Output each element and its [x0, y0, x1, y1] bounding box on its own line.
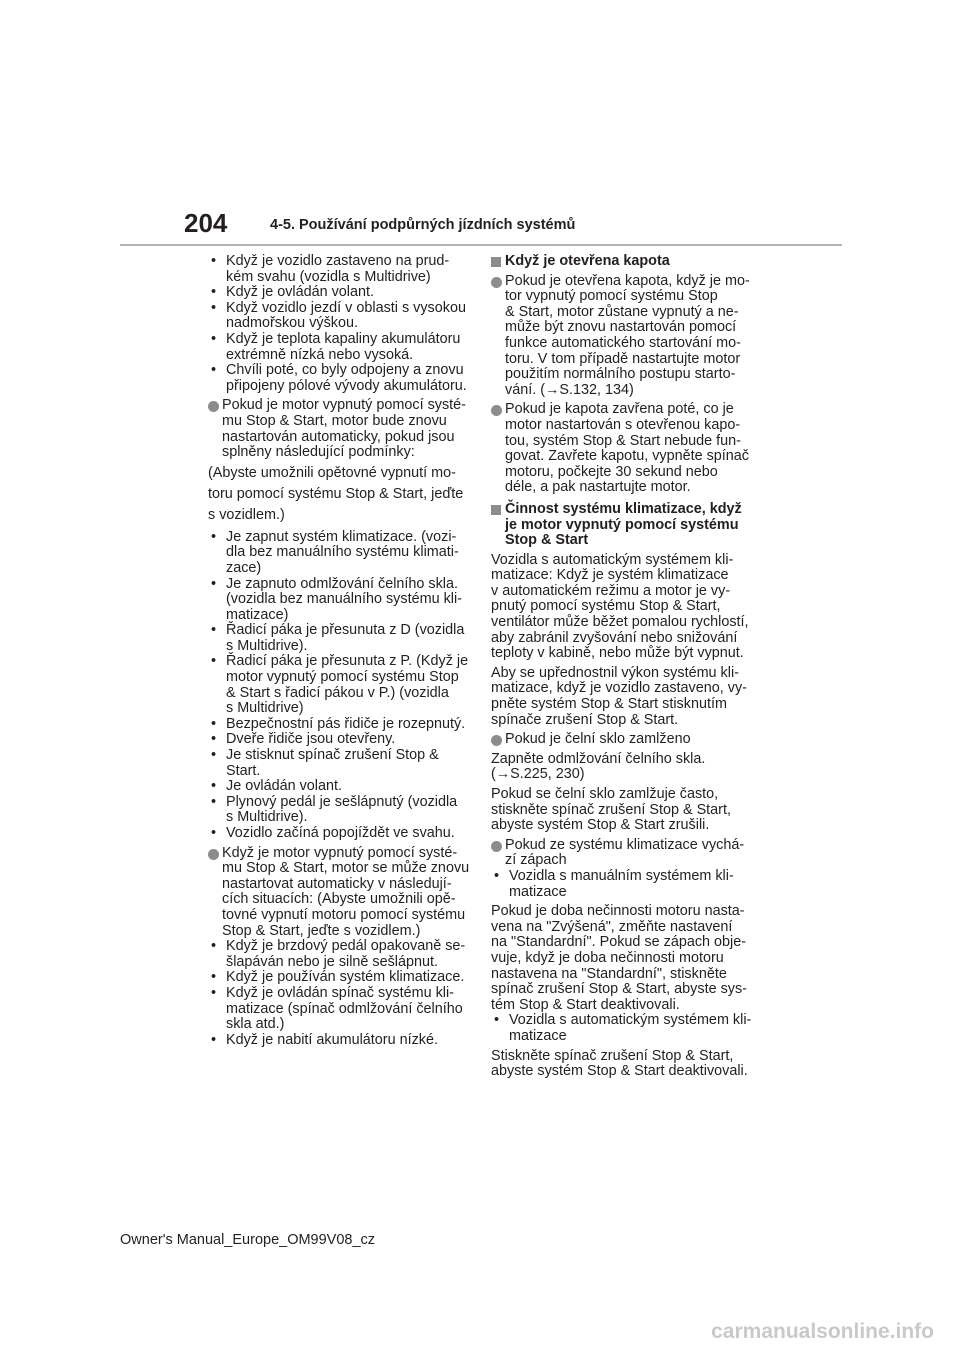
- bullet-list: [208, 530, 470, 842]
- text-line: govat. Zavřete kapotu, vypněte spínač: [505, 448, 749, 465]
- body-paragraph: [491, 904, 759, 1013]
- list-item-line: & Start s řadicí pákou v P.) (vozidla: [226, 684, 449, 701]
- text-line: déle, a pak nastartujte motor.: [505, 479, 691, 496]
- circle-bullet-icon: [491, 841, 502, 852]
- bullet-list: [491, 1013, 759, 1044]
- list-item-line: zace): [226, 559, 262, 576]
- text-line: vání. (→S.132, 134): [505, 381, 634, 398]
- text-line: motoru, počkejte 30 sekund nebo: [505, 463, 718, 480]
- text-line: nastavena na "Standardní", stiskněte: [491, 965, 727, 982]
- list-item-line: • Vozidla s automatickým systémem kli-: [509, 1012, 752, 1029]
- list-item-line: • Když je brzdový pedál opakovaně se-: [226, 938, 466, 955]
- list-item: [208, 826, 470, 842]
- text-line: pněte systém Stop & Start stisknutím: [491, 696, 727, 713]
- text-line: toru. V tom případě nastartujte motor: [505, 350, 741, 367]
- text-line: Pokud se čelní sklo zamlžuje často,: [491, 786, 719, 802]
- list-item: [208, 332, 470, 363]
- list-item-line: matizace: [509, 883, 567, 900]
- text-line: použitím normálního postupu starto-: [505, 366, 736, 383]
- circle-bullet-icon: [208, 401, 219, 412]
- text-line: v automatickém režimu a motor je vy-: [491, 582, 731, 599]
- right-column: [491, 254, 759, 1080]
- text-line: matizace: Když je systém klimatizace: [491, 567, 729, 584]
- text-line: nastartovat automaticky v následují-: [222, 875, 452, 892]
- list-item: [208, 939, 470, 970]
- text-line: funkce automatického startování mo-: [505, 334, 741, 351]
- text-line: toru pomocí systému Stop & Start, jeďte: [208, 485, 464, 502]
- watermark: carmanualsonline.info: [711, 1320, 934, 1343]
- text-line: Činnost systému klimatizace, když: [505, 500, 742, 517]
- text-line: vuje, když je doba nečinnosti motoru: [491, 949, 724, 966]
- text-line: tém Stop & Start deaktivovali.: [491, 996, 680, 1013]
- text-line: matizace, když je vozidlo zastaveno, vy-: [491, 680, 747, 697]
- text-line: pnutý pomocí systému Stop & Start,: [491, 598, 721, 615]
- text-line: tou, systém Stop & Start nebude fun-: [505, 432, 741, 449]
- circle-bullet-paragraph: [491, 402, 759, 496]
- section-heading: [491, 254, 759, 270]
- text-line: může být znovu nastartován pomocí: [505, 319, 737, 336]
- list-item-line: (vozidla bez manuálního systému kli-: [226, 591, 462, 608]
- text-line: spínač zrušení Stop & Start, abyste sys-: [491, 981, 747, 998]
- bullet-list: [208, 254, 470, 394]
- text-line: motor nastartován s otevřenou kapo-: [505, 416, 741, 433]
- list-item: [208, 363, 470, 394]
- list-item-line: • Bezpečnostní pás řidiče je rozepnutý.: [226, 715, 466, 732]
- page-number: 204: [184, 208, 228, 238]
- list-item-line: • Je zapnut systém klimatizace. (vozi-: [226, 528, 457, 545]
- text-line: Když je otevřena kapota: [505, 253, 670, 269]
- text-line: tor vypnutý pomocí systému Stop: [505, 288, 718, 305]
- footer-text: Owner's Manual_Europe_OM99V08_cz: [120, 1232, 376, 1248]
- list-item: [208, 530, 470, 577]
- text-line: Stop & Start: [505, 532, 589, 549]
- text-line: Vozidla s automatickým systémem kli-: [491, 551, 734, 568]
- header-divider: [120, 244, 842, 246]
- list-item: [491, 869, 759, 900]
- list-item-line: • Řadicí páka je přesunuta z P. (Když je: [226, 653, 469, 670]
- circle-bullet-icon: [491, 735, 502, 746]
- list-item-line: • Když je ovládán volant.: [226, 284, 374, 301]
- list-item-line: šlapáván nebo je silně sešlápnut.: [226, 953, 439, 970]
- list-item-line: s Multidrive).: [226, 637, 308, 654]
- list-item: [208, 1033, 470, 1049]
- circle-bullet-paragraph: [208, 846, 470, 940]
- list-item-line: matizace (spínač odmlžování čelního: [226, 1000, 463, 1017]
- list-item: [208, 748, 470, 779]
- list-item-line: • Plynový pedál je sešlápnutý (vozidla: [226, 793, 458, 810]
- circle-bullet-paragraph: [208, 398, 470, 460]
- list-item-line: • Když je používán systém klimatizace.: [226, 969, 465, 986]
- list-item-line: dla bez manuálního systému klimati-: [226, 544, 459, 561]
- text-line: zí zápach: [505, 852, 567, 869]
- text-line: na "Standardní". Pokud se zápach obje-: [491, 934, 747, 951]
- circle-bullet-paragraph: [491, 274, 759, 399]
- list-item-line: • Když je nabití akumulátoru nízké.: [226, 1031, 438, 1048]
- list-item-line: skla atd.): [226, 1016, 285, 1033]
- list-item-line: kém svahu (vozidla s Multidrive): [226, 268, 431, 285]
- list-item: [208, 577, 470, 624]
- text-line: ventilátor může běžet pomalou rychlostí,: [491, 614, 749, 631]
- text-line: Pokud je kapota zavřena poté, co je: [505, 401, 734, 418]
- body-paragraph: [491, 1049, 759, 1080]
- list-item: [208, 623, 470, 654]
- list-item: [208, 301, 470, 332]
- text-line: je motor vypnutý pomocí systému: [505, 516, 739, 533]
- list-item: [208, 732, 470, 748]
- list-item-line: • Vozidla s manuálním systémem kli-: [509, 867, 734, 884]
- list-item: [208, 654, 470, 716]
- circle-bullet-icon: [491, 405, 502, 416]
- body-paragraph: [491, 553, 759, 662]
- circle-bullet-icon: [208, 849, 219, 860]
- circle-bullet-icon: [491, 277, 502, 288]
- list-item-line: • Je stisknut spínač zrušení Stop & Start.: [226, 747, 439, 779]
- list-item-line: matizace: [509, 1027, 567, 1044]
- text-line: Pokud ze systému klimatizace vychá-: [505, 836, 745, 853]
- list-item-line: s Multidrive).: [226, 809, 308, 826]
- list-item-line: • Když je ovládán spínač systému kli-: [226, 984, 454, 1001]
- list-item-line: • Když vozidlo jezdí v oblasti s vysokou: [226, 299, 466, 316]
- text-line: tovné vypnutí motoru pomocí systému: [222, 906, 466, 923]
- text-line: Stop & Start, jeďte s vozidlem.): [222, 922, 421, 939]
- circle-bullet-paragraph: [491, 838, 759, 869]
- section-heading: [491, 502, 759, 549]
- list-item: [491, 1013, 759, 1044]
- page-header: [120, 208, 842, 248]
- text-line: Pokud je otevřena kapota, když je mo-: [505, 272, 750, 289]
- list-item: [208, 717, 470, 733]
- text-line: Stiskněte spínač zrušení Stop & Start,: [491, 1047, 734, 1064]
- list-item-line: • Dveře řidiče jsou otevřeny.: [226, 731, 396, 748]
- text-line: Pokud je čelní sklo zamlženo: [505, 731, 691, 748]
- list-item: [208, 970, 470, 986]
- section-title: 4-5. Používání podpůrných jízdních systémů: [270, 217, 576, 233]
- list-item-line: • Je ovládán volant.: [226, 778, 343, 795]
- text-line: Když je motor vypnutý pomocí systé-: [222, 844, 458, 861]
- circle-bullet-paragraph: [491, 732, 759, 748]
- text-line: (→S.225, 230): [491, 766, 585, 783]
- list-item-line: • Je zapnuto odmlžování čelního skla.: [226, 575, 458, 592]
- text-line: abyste systém Stop & Start deaktivovali.: [491, 1063, 748, 1080]
- list-item-line: extrémně nízká nebo vysoká.: [226, 346, 414, 363]
- text-line: Pokud je doba nečinnosti motoru nasta-: [491, 903, 745, 920]
- text-line: mu Stop & Start, motor se může znovu: [222, 860, 470, 877]
- list-item-line: matizace): [226, 606, 289, 623]
- text-line: spínače zrušení Stop & Start.: [491, 711, 679, 728]
- square-bullet-icon: [491, 505, 501, 515]
- text-line: mu Stop & Start, motor bude znovu: [222, 412, 447, 429]
- list-item-line: připojeny pólové vývody akumulátoru.: [226, 377, 467, 394]
- list-item-line: motor vypnutý pomocí systému Stop: [226, 669, 459, 686]
- bullet-list: [491, 869, 759, 900]
- text-line: vena na "Zvýšená", změňte nastavení: [491, 918, 733, 935]
- list-item-line: • Vozidlo začíná popojíždět ve svahu.: [226, 825, 455, 841]
- list-item: [208, 986, 470, 1033]
- list-item: [208, 254, 470, 285]
- body-paragraph: [491, 787, 759, 834]
- square-bullet-icon: [491, 257, 501, 267]
- text-line: cích situacích: (Abyste umožnili opě-: [222, 891, 456, 908]
- text-line: nastartován automaticky, pokud jsou: [222, 428, 455, 445]
- text-line: Zapněte odmlžování čelního skla.: [491, 750, 706, 767]
- body-paragraph: [491, 752, 759, 783]
- left-column: [208, 254, 470, 1048]
- text-line: stiskněte spínač zrušení Stop & Start,: [491, 801, 731, 818]
- list-item-line: nadmořskou výškou.: [226, 315, 358, 332]
- text-line: & Start, motor zůstane vypnutý a ne-: [505, 303, 739, 320]
- text-line: teploty v kabině, nebo může být vypnut.: [491, 645, 744, 662]
- text-line: abyste systém Stop & Start zrušili.: [491, 817, 710, 834]
- bullet-list: [208, 939, 470, 1048]
- text-line: splněny následující podmínky:: [222, 444, 415, 461]
- list-item-line: s Multidrive): [226, 700, 304, 717]
- list-item: [208, 285, 470, 301]
- text-line: Pokud je motor vypnutý pomocí systé-: [222, 397, 466, 414]
- list-item: [208, 779, 470, 795]
- text-line: (Abyste umožnili opětovné vypnutí mo-: [208, 464, 456, 481]
- list-item-line: • Když je vozidlo zastaveno na prud-: [226, 253, 450, 269]
- list-item-line: • Řadicí páka je přesunuta z D (vozidla: [226, 622, 465, 639]
- text-line: Aby se upřednostnil výkon systému kli-: [491, 664, 739, 681]
- list-item-line: • Chvíli poté, co byly odpojeny a znovu: [226, 362, 464, 379]
- note-paragraph: [208, 463, 470, 526]
- text-line: s vozidlem.): [208, 506, 285, 523]
- list-item-line: • Když je teplota kapaliny akumulátoru: [226, 330, 461, 347]
- text-line: aby zabránil zvyšování nebo snižování: [491, 629, 738, 646]
- body-paragraph: [491, 666, 759, 728]
- list-item: [208, 795, 470, 826]
